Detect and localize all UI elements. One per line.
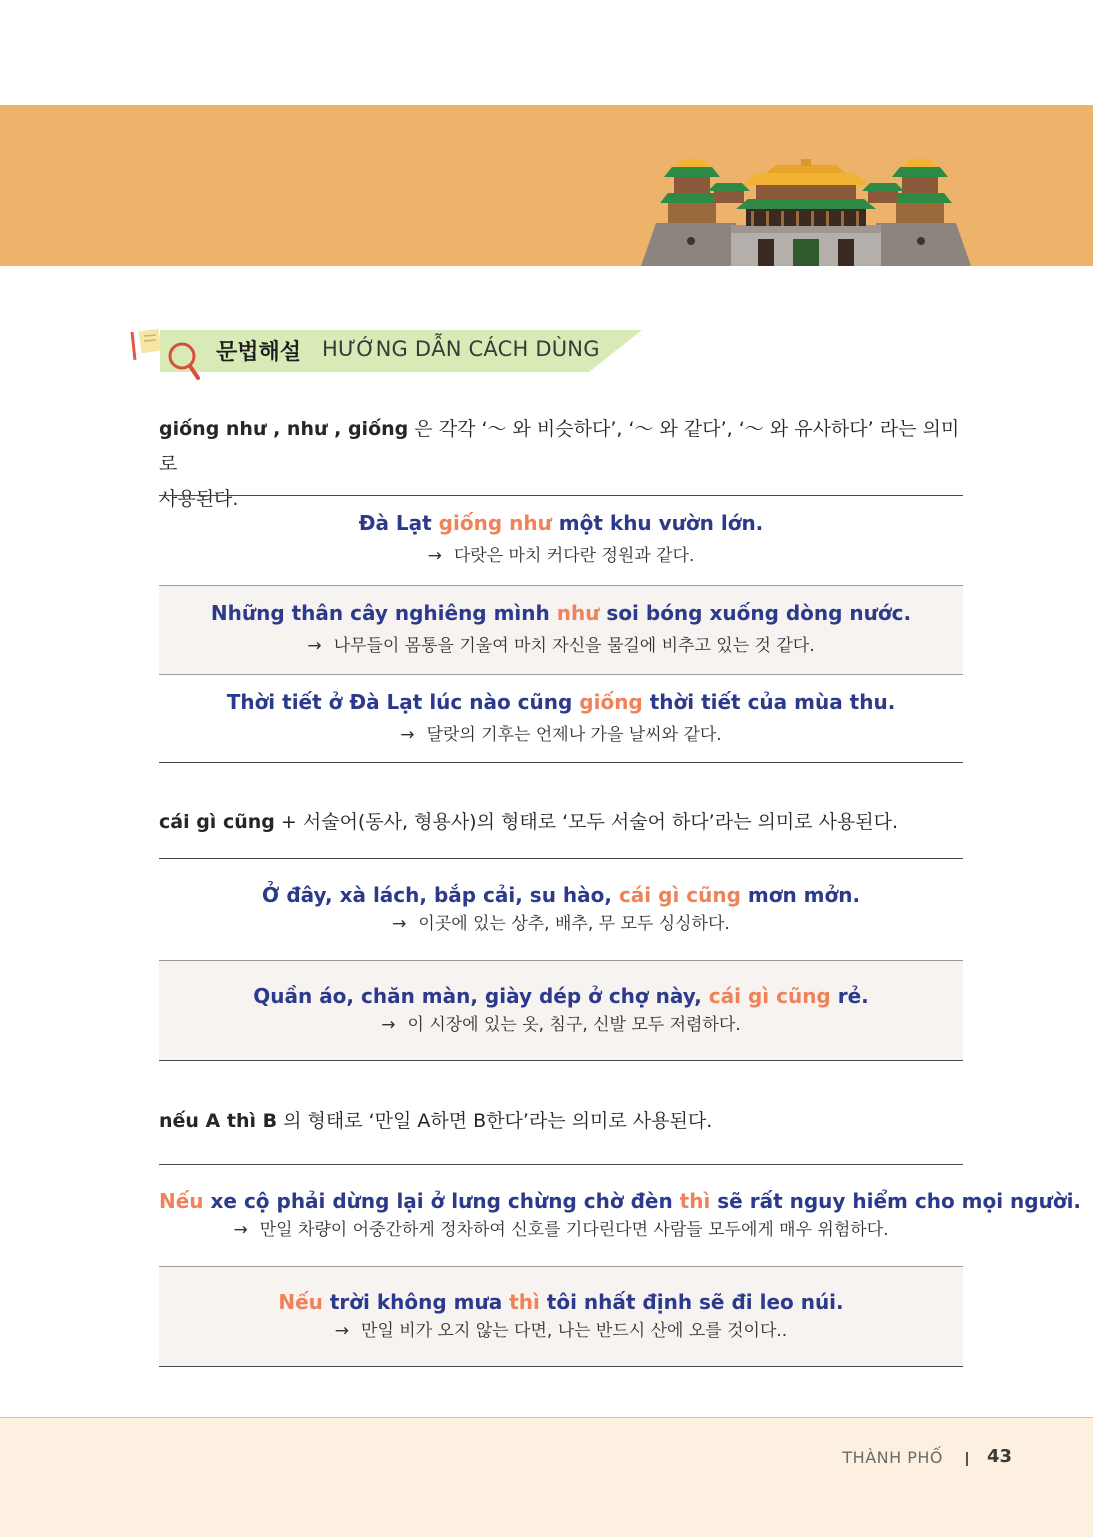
grammar3-examples	[159, 1164, 1082, 1367]
grammar2-explanation: + 서술어(동사, 형용사)의 형태로 ‘모두 서술어 하다’라는 의미로 사용된다.	[274, 811, 899, 833]
example-korean: → 만일 비가 오지 않는 다면, 나는 반드시 산에 오를 것이다..	[334, 1321, 788, 1341]
footer-divider	[966, 1452, 968, 1466]
example-row	[159, 859, 963, 960]
page-number: 43	[987, 1446, 1013, 1467]
magnifier-icon	[130, 326, 202, 382]
example-vietnamese: Những thân cây nghiêng mình như soi bóng xuống dòng nước.	[210, 601, 912, 625]
example-row	[159, 960, 963, 1060]
example-row	[159, 585, 963, 674]
header-banner	[0, 105, 1093, 266]
arrow-icon: →	[427, 546, 442, 566]
example-row	[159, 1165, 1082, 1266]
example-vietnamese: Nếu trời không mưa thì tôi nhất định sẽ đi leo núi.	[278, 1290, 844, 1314]
example-korean: → 나무들이 몸통을 기울여 마치 자신을 물길에 비추고 있는 것 같다.	[307, 636, 815, 656]
grammar2-intro	[159, 805, 965, 840]
footer-section-title: THÀNH PHỐ	[842, 1448, 943, 1467]
example-korean: → 달랏의 기후는 언제나 가을 날씨와 같다.	[400, 725, 722, 745]
grammar1-examples	[159, 495, 963, 763]
arrow-icon: →	[307, 636, 322, 656]
example-korean: → 다랏은 마치 커다란 정원과 같다.	[427, 546, 695, 566]
example-row	[159, 496, 963, 585]
example-row	[159, 1266, 963, 1366]
example-row	[159, 674, 963, 762]
grammar3-intro	[159, 1104, 965, 1139]
arrow-icon: →	[400, 725, 415, 745]
grammar3-explanation: 의 형태로 ‘만일 A하면 B한다’라는 의미로 사용된다.	[277, 1110, 713, 1132]
grammar1-terms: giống như , như , giống	[159, 418, 409, 440]
heading-korean: 문법해설	[216, 340, 302, 365]
example-vietnamese: Đà Lạt giống như một khu vườn lớn.	[358, 511, 764, 535]
example-korean: → 이곳에 있는 상추, 배추, 무 모두 싱싱하다.	[392, 914, 730, 934]
grammar1-explanation: 은 각각 ‘～ 와 비슷하다’, ‘～ 와 같다’, ‘～ 와 유사하다’ 라는 의미로	[159, 418, 960, 475]
arrow-icon: →	[233, 1220, 248, 1240]
arrow-icon: →	[392, 914, 407, 934]
arrow-icon: →	[334, 1321, 350, 1341]
palace-illustration	[636, 153, 976, 266]
grammar2-examples	[159, 858, 963, 1061]
example-korean: → 만일 차량이 어중간하게 정차하여 신호를 기다린다면 사람들 모두에게 매우 위험하다.	[233, 1220, 889, 1240]
example-vietnamese: Nếu xe cộ phải dừng lại ở lưng chừng chờ đèn thì sẽ rất nguy hiểm cho mọi người.	[159, 1189, 1082, 1213]
arrow-icon: →	[381, 1015, 396, 1035]
grammar2-terms: cái gì cũng	[159, 811, 275, 833]
example-vietnamese: Quần áo, chăn màn, giày dép ở chợ này, cái gì cũng rẻ.	[253, 984, 869, 1008]
grammar1-explanation-line2: 사용된다.	[159, 488, 239, 510]
example-korean: → 이 시장에 있는 옷, 침구, 신발 모두 저렴하다.	[381, 1015, 741, 1035]
example-vietnamese: Thời tiết ở Đà Lạt lúc nào cũng giống thời tiết của mùa thu.	[226, 690, 896, 714]
page-footer	[0, 1417, 1093, 1537]
grammar3-terms: nếu A thì B	[159, 1110, 278, 1132]
section-heading	[130, 326, 650, 380]
example-vietnamese: Ở đây, xà lách, bắp cải, su hào, cái gì cũng mơn mởn.	[261, 883, 861, 907]
heading-vietnamese: HƯỚNG DẪN CÁCH DÙNG	[322, 337, 600, 361]
